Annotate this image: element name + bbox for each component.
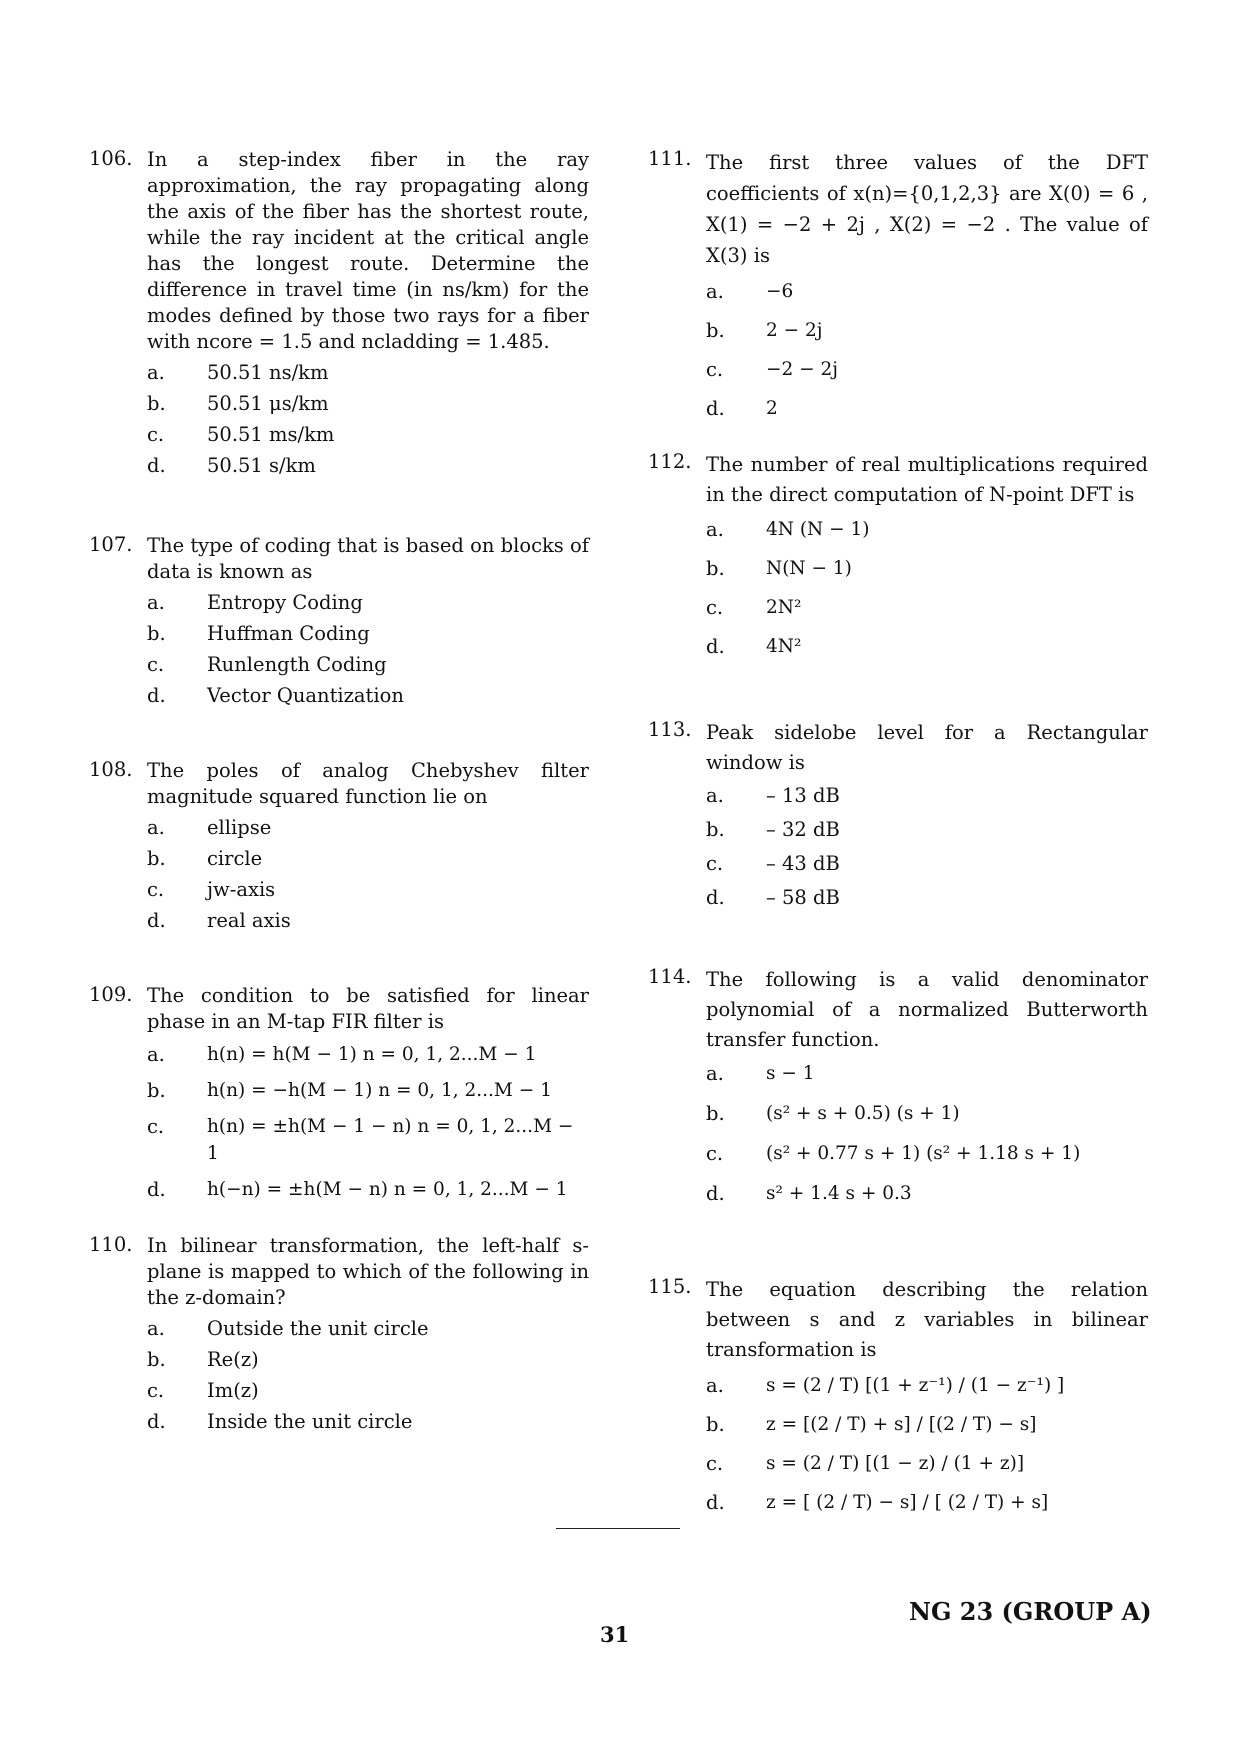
option-b	[147, 1346, 589, 1373]
option-a	[706, 1060, 1148, 1087]
option-letter: c.	[147, 423, 165, 446]
option-letter: c.	[706, 852, 724, 875]
option-letter: a.	[147, 1043, 165, 1066]
option-c	[706, 1450, 1148, 1477]
option-text: z = [(2 / T) + s] / [(2 / T) − s]	[766, 1414, 1037, 1435]
option-text: Vector Quantization	[207, 684, 404, 707]
option-a	[706, 516, 1148, 543]
option-letter: b.	[147, 847, 166, 870]
option-letter: d.	[706, 1182, 725, 1205]
option-d	[706, 884, 1148, 911]
option-d	[706, 1489, 1148, 1516]
question-108	[89, 758, 589, 934]
option-a	[147, 814, 589, 841]
option-b	[147, 845, 589, 872]
option-text: s − 1	[766, 1063, 815, 1084]
question-text: The following is a valid denominator polynomial of a normalized Butterworth transfer function.	[706, 968, 1148, 1051]
question-115	[648, 1275, 1148, 1516]
option-c	[706, 356, 1148, 383]
option-text: circle	[207, 847, 263, 870]
option-d	[706, 395, 1148, 422]
option-letter: b.	[147, 1348, 166, 1371]
question-106	[89, 147, 589, 479]
question-text: The equation describing the relation between s and z variables in bilinear transformation is	[706, 1278, 1148, 1361]
question-109	[89, 983, 589, 1203]
question-111	[648, 147, 1148, 422]
option-text: Re(z)	[207, 1348, 259, 1371]
option-letter: d.	[147, 909, 166, 932]
option-b	[706, 1411, 1148, 1438]
option-text: – 32 dB	[766, 818, 840, 841]
option-text: −2 − 2j	[766, 359, 839, 380]
option-letter: b.	[706, 1102, 725, 1125]
option-text: – 58 dB	[766, 886, 840, 909]
option-text: s² + 1.4 s + 0.3	[766, 1183, 912, 1204]
option-d	[706, 633, 1148, 660]
option-b	[147, 620, 589, 647]
question-113	[648, 718, 1148, 911]
option-text: Entropy Coding	[207, 591, 363, 614]
option-text: 50.51 ns/km	[207, 361, 329, 384]
option-letter: b.	[147, 1079, 166, 1102]
question-number: 115.	[648, 1275, 692, 1298]
question-number: 112.	[648, 450, 692, 473]
option-text: Inside the unit circle	[207, 1410, 413, 1433]
option-letter: c.	[706, 1142, 724, 1165]
option-d	[147, 1176, 589, 1203]
option-text: Im(z)	[207, 1379, 259, 1402]
question-number: 107.	[89, 533, 133, 556]
question-107	[89, 533, 589, 709]
option-letter: c.	[147, 878, 165, 901]
option-letter: c.	[147, 1115, 165, 1138]
option-letter: a.	[706, 518, 724, 541]
option-letter: c.	[706, 596, 724, 619]
option-b	[147, 390, 589, 417]
option-text: Huffman Coding	[207, 622, 370, 645]
option-c	[147, 876, 589, 903]
option-letter: a.	[706, 784, 724, 807]
option-text: s = (2 / T) [(1 − z) / (1 + z)]	[766, 1453, 1025, 1474]
question-text: The condition to be satisfied for linear phase in an M-tap FIR filter is	[147, 984, 589, 1033]
option-text: −6	[766, 281, 794, 302]
option-text: 2	[766, 398, 778, 419]
option-d	[147, 682, 589, 709]
option-b	[706, 555, 1148, 582]
option-text: h(n) = −h(M − 1) n = 0, 1, 2...M − 1	[207, 1080, 552, 1101]
option-letter: a.	[147, 1317, 165, 1340]
option-text: z = [ (2 / T) − s] / [ (2 / T) + s]	[766, 1492, 1049, 1513]
option-b	[706, 317, 1148, 344]
question-number: 106.	[89, 147, 133, 170]
question-text: The first three values of the DFT coefficients of x(n)={0,1,2,3} are X(0) = 6 , X(1) = −2 + 2j , X(2) = −2 . The value of X(3) is	[706, 151, 1148, 267]
question-text: The type of coding that is based on blocks of data is known as	[147, 534, 589, 583]
option-c	[706, 594, 1148, 621]
option-letter: a.	[147, 361, 165, 384]
option-letter: b.	[706, 557, 725, 580]
option-a	[147, 1315, 589, 1342]
option-text: (s² + s + 0.5) (s + 1)	[766, 1103, 960, 1124]
option-letter: d.	[147, 1178, 166, 1201]
option-text: 2 − 2j	[766, 320, 823, 341]
option-a	[706, 1372, 1148, 1399]
option-letter: b.	[706, 1413, 725, 1436]
option-c	[147, 1377, 589, 1404]
option-a	[147, 1041, 589, 1068]
question-number: 108.	[89, 758, 133, 781]
question-number: 113.	[648, 718, 692, 741]
question-text: The poles of analog Chebyshev filter magnitude squared function lie on	[147, 759, 589, 808]
option-c	[147, 651, 589, 678]
option-d	[706, 1180, 1148, 1207]
option-text: real axis	[207, 909, 291, 932]
option-text: h(n) = ±h(M − 1 − n) n = 0, 1, 2...M − 1	[207, 1116, 574, 1164]
option-text: h(n) = h(M − 1) n = 0, 1, 2...M − 1	[207, 1044, 537, 1065]
question-110	[89, 1233, 589, 1435]
end-divider-line	[556, 1528, 680, 1529]
question-number: 114.	[648, 965, 692, 988]
option-letter: b.	[706, 319, 725, 342]
option-c	[706, 1140, 1148, 1167]
option-text: 50.51 μs/km	[207, 392, 329, 415]
option-letter: c.	[706, 358, 724, 381]
option-text: 2N²	[766, 597, 802, 618]
option-text: 50.51 s/km	[207, 454, 316, 477]
option-text: N(N − 1)	[766, 558, 852, 579]
option-letter: c.	[147, 1379, 165, 1402]
question-114	[648, 965, 1148, 1207]
option-letter: d.	[147, 454, 166, 477]
option-c	[147, 421, 589, 448]
option-text: 4N (N − 1)	[766, 519, 870, 540]
option-text: jw-axis	[207, 878, 276, 901]
option-letter: a.	[706, 1062, 724, 1085]
option-letter: b.	[706, 818, 725, 841]
option-text: – 13 dB	[766, 784, 840, 807]
option-text: (s² + 0.77 s + 1) (s² + 1.18 s + 1)	[766, 1143, 1081, 1164]
question-number: 111.	[648, 147, 692, 170]
option-a	[147, 589, 589, 616]
option-letter: d.	[147, 1410, 166, 1433]
option-text: s = (2 / T) [(1 + z⁻¹) / (1 − z⁻¹) ]	[766, 1375, 1065, 1396]
option-text: h(−n) = ±h(M − n) n = 0, 1, 2...M − 1	[207, 1179, 568, 1200]
option-text: 4N²	[766, 636, 802, 657]
option-a	[147, 359, 589, 386]
question-number: 110.	[89, 1233, 133, 1256]
page-number: 31	[600, 1622, 630, 1647]
question-text: In a step-index fiber in the ray approximation, the ray propagating along the axis of the fiber has the shortest route, while the ray incident at the critical angle has the longest route. Determine the difference in travel time (in ns/km) for the modes defined by those two rays for a fiber with ncore = 1.5 and ncladding = 1.485.	[147, 148, 589, 353]
option-letter: a.	[147, 816, 165, 839]
question-text: Peak sidelobe level for a Rectangular window is	[706, 721, 1148, 774]
option-a	[706, 278, 1148, 305]
option-letter: c.	[706, 1452, 724, 1475]
option-text: ellipse	[207, 816, 272, 839]
option-b	[706, 816, 1148, 843]
option-letter: b.	[147, 392, 166, 415]
option-letter: a.	[706, 1374, 724, 1397]
question-text: The number of real multiplications required in the direct computation of N-point DFT is	[706, 453, 1148, 506]
option-letter: b.	[147, 622, 166, 645]
option-letter: a.	[147, 591, 165, 614]
option-text: Runlength Coding	[207, 653, 387, 676]
option-c	[147, 1113, 589, 1167]
option-text: Outside the unit circle	[207, 1317, 429, 1340]
option-a	[706, 782, 1148, 809]
option-letter: d.	[706, 1491, 725, 1514]
option-d	[147, 907, 589, 934]
paper-code: NG 23 (GROUP A)	[909, 1597, 1152, 1626]
option-text: – 43 dB	[766, 852, 840, 875]
option-text: 50.51 ms/km	[207, 423, 335, 446]
option-letter: a.	[706, 280, 724, 303]
option-letter: d.	[706, 886, 725, 909]
question-text: In bilinear transformation, the left-half s-plane is mapped to which of the following in the z-domain?	[147, 1234, 589, 1309]
option-b	[706, 1100, 1148, 1127]
option-letter: d.	[147, 684, 166, 707]
option-letter: d.	[706, 635, 725, 658]
option-letter: d.	[706, 397, 725, 420]
option-d	[147, 1408, 589, 1435]
question-112	[648, 450, 1148, 660]
option-letter: c.	[147, 653, 165, 676]
question-number: 109.	[89, 983, 133, 1006]
option-b	[147, 1077, 589, 1104]
option-d	[147, 452, 589, 479]
option-c	[706, 850, 1148, 877]
